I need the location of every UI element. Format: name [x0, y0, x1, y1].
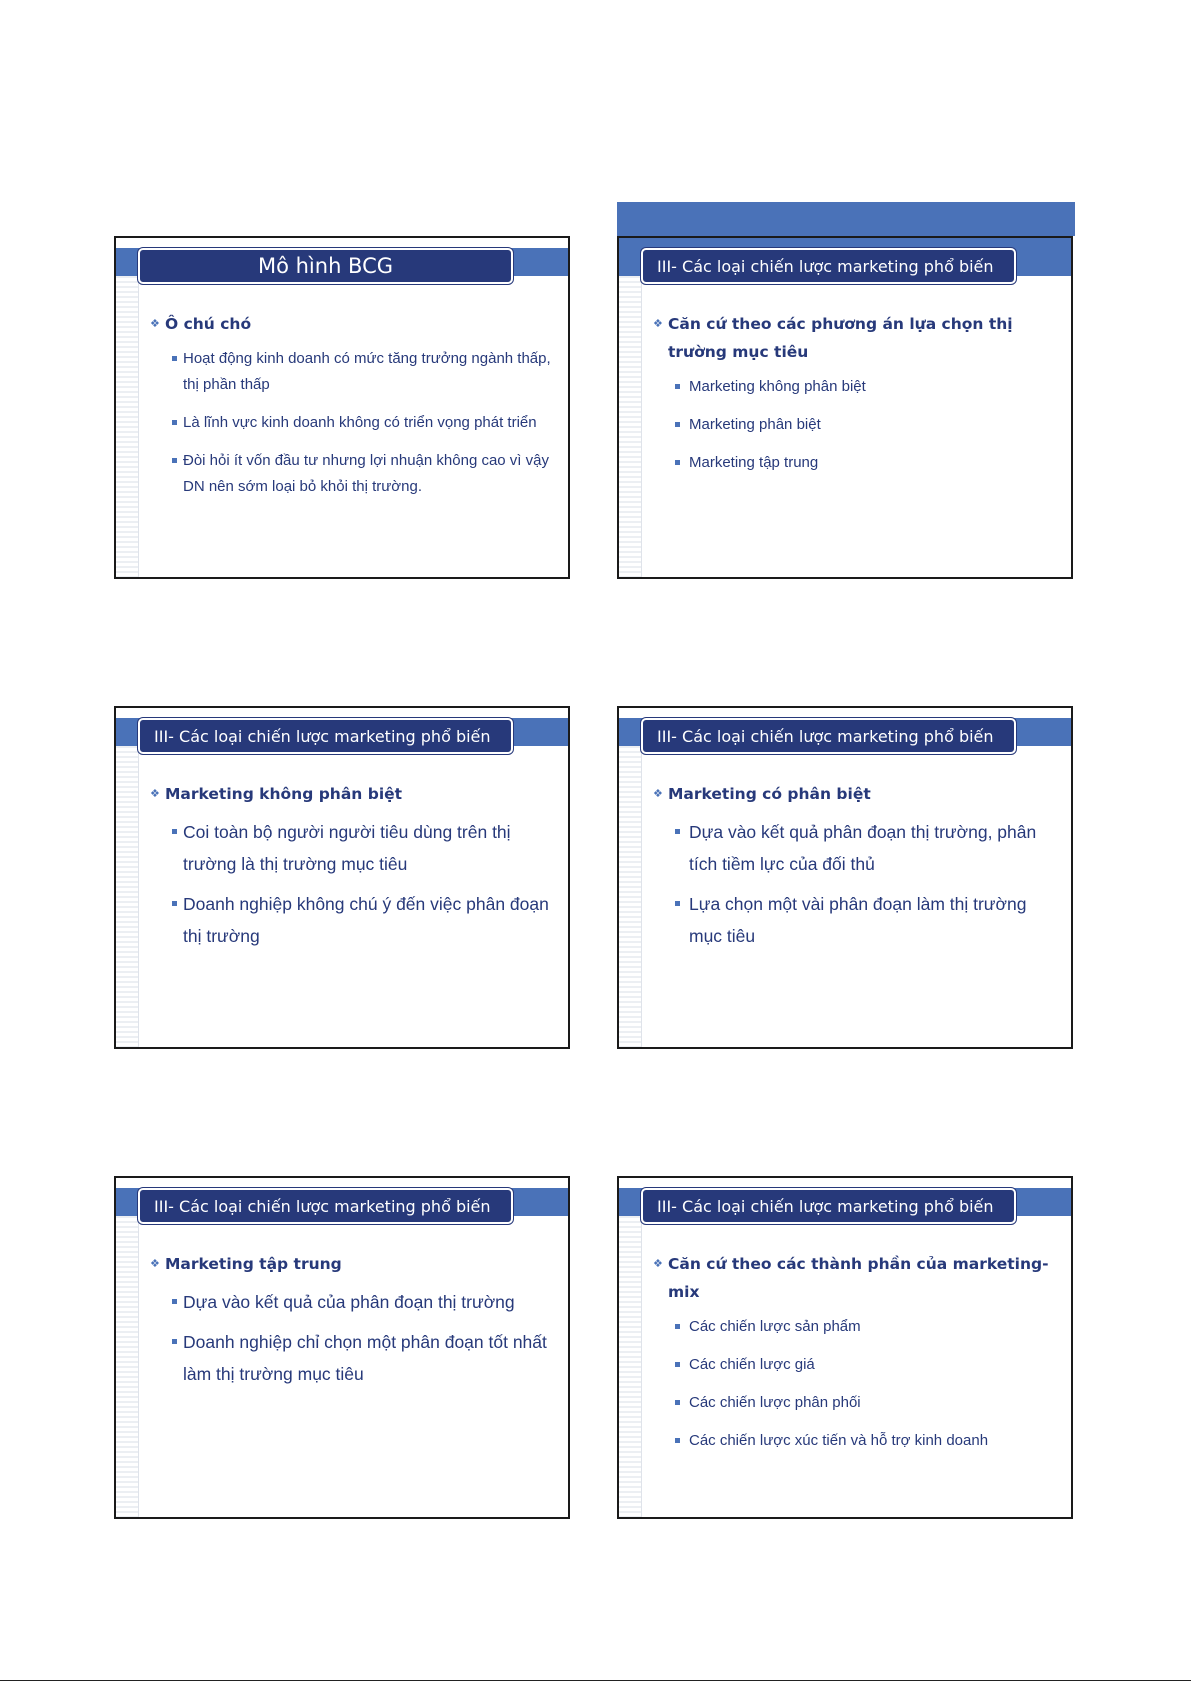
list-item: Là lĩnh vực kinh doanh không có triển vọng phát triển — [150, 410, 556, 436]
list-item: Marketing không phân biệt — [653, 374, 1059, 400]
slide-body — [150, 780, 556, 960]
slide-title: Mô hình BCG — [138, 248, 513, 284]
square-bullet-icon — [675, 1324, 680, 1329]
list-item: Các chiến lược sản phẩm — [653, 1314, 1059, 1340]
slide-title: III- Các loại chiến lược marketing phổ biến — [138, 1188, 513, 1224]
slide-6 — [617, 1176, 1073, 1519]
square-bullet-icon — [675, 1438, 680, 1443]
diamond-bullet-icon: ❖ — [653, 787, 663, 800]
bullet-list — [150, 816, 556, 952]
square-bullet-icon — [675, 422, 680, 427]
bullet-list — [150, 1286, 556, 1390]
slide-stripe-decoration — [619, 276, 642, 577]
square-bullet-icon — [675, 829, 680, 834]
bullet-list — [653, 1314, 1059, 1454]
slide-heading-text: Căn cứ theo các thành phần của marketing-mix — [668, 1255, 1049, 1301]
square-bullet-icon — [172, 829, 177, 834]
square-bullet-icon — [172, 356, 177, 361]
list-item: Doanh nghiệp chỉ chọn một phân đoạn tốt nhất làm thị trường mục tiêu — [150, 1326, 556, 1390]
slide-body — [150, 1250, 556, 1398]
slide-heading — [653, 780, 1059, 808]
square-bullet-icon — [675, 901, 680, 906]
slide-body — [653, 1250, 1059, 1466]
list-item: Marketing tập trung — [653, 450, 1059, 476]
square-bullet-icon — [172, 420, 177, 425]
diamond-bullet-icon: ❖ — [150, 1257, 160, 1270]
slide-5 — [114, 1176, 570, 1519]
list-item: Các chiến lược phân phối — [653, 1390, 1059, 1416]
slide-heading — [150, 780, 556, 808]
slide-heading — [150, 1250, 556, 1278]
slide-title: III- Các loại chiến lược marketing phổ biến — [641, 1188, 1016, 1224]
slide-title: III- Các loại chiến lược marketing phổ biến — [641, 718, 1016, 754]
square-bullet-icon — [172, 901, 177, 906]
list-item: Các chiến lược xúc tiến và hỗ trợ kinh doanh — [653, 1428, 1059, 1454]
list-item: Coi toàn bộ người người tiêu dùng trên thị trường là thị trường mục tiêu — [150, 816, 556, 880]
diamond-bullet-icon: ❖ — [150, 317, 160, 330]
slide-body — [150, 310, 556, 512]
list-item: Doanh nghiệp không chú ý đến việc phân đoạn thị trường — [150, 888, 556, 952]
list-item: Dựa vào kết quả của phân đoạn thị trường — [150, 1286, 556, 1318]
slide-title: III- Các loại chiến lược marketing phổ biến — [138, 718, 513, 754]
slide-header-band — [617, 202, 1075, 236]
slide-stripe-decoration — [619, 1216, 642, 1517]
slide-heading — [150, 310, 556, 338]
slide-heading-text: Marketing có phân biệt — [668, 785, 871, 803]
slide-heading-text: Marketing không phân biệt — [165, 785, 403, 803]
slide-4 — [617, 706, 1073, 1049]
slide-heading-text: Căn cứ theo các phương án lựa chọn thị trường mục tiêu — [668, 315, 1013, 361]
list-item: Lựa chọn một vài phân đoạn làm thị trường mục tiêu — [653, 888, 1059, 952]
slide-stripe-decoration — [116, 1216, 139, 1517]
slide-3 — [114, 706, 570, 1049]
diamond-bullet-icon: ❖ — [653, 317, 663, 330]
square-bullet-icon — [675, 1400, 680, 1405]
slide-1 — [114, 236, 570, 579]
square-bullet-icon — [172, 1339, 177, 1344]
square-bullet-icon — [172, 458, 177, 463]
slide-title: III- Các loại chiến lược marketing phổ biến — [641, 248, 1016, 284]
page-footer-rule — [0, 1680, 1191, 1681]
slide-heading-text: Ô chú chó — [165, 315, 252, 333]
slide-heading — [653, 1250, 1059, 1306]
bullet-list — [653, 374, 1059, 476]
slide-stripe-decoration — [116, 276, 139, 577]
square-bullet-icon — [675, 460, 680, 465]
bullet-list — [150, 346, 556, 500]
list-item: Các chiến lược giá — [653, 1352, 1059, 1378]
list-item: Dựa vào kết quả phân đoạn thị trường, phân tích tiềm lực của đối thủ — [653, 816, 1059, 880]
square-bullet-icon — [675, 1362, 680, 1367]
diamond-bullet-icon: ❖ — [653, 1257, 663, 1270]
slide-2 — [617, 236, 1073, 579]
slide-heading-text: Marketing tập trung — [165, 1255, 342, 1273]
slide-heading — [653, 310, 1059, 366]
square-bullet-icon — [172, 1299, 177, 1304]
list-item: Đòi hỏi ít vốn đầu tư nhưng lợi nhuận không cao vì vậy DN nên sớm loại bỏ khỏi thị trường. — [150, 448, 556, 500]
slide-body — [653, 780, 1059, 960]
square-bullet-icon — [675, 384, 680, 389]
list-item: Hoạt động kinh doanh có mức tăng trưởng ngành thấp, thị phần thấp — [150, 346, 556, 398]
diamond-bullet-icon: ❖ — [150, 787, 160, 800]
list-item: Marketing phân biệt — [653, 412, 1059, 438]
slide-stripe-decoration — [116, 746, 139, 1047]
slide-body — [653, 310, 1059, 488]
bullet-list — [653, 816, 1059, 952]
slide-stripe-decoration — [619, 746, 642, 1047]
